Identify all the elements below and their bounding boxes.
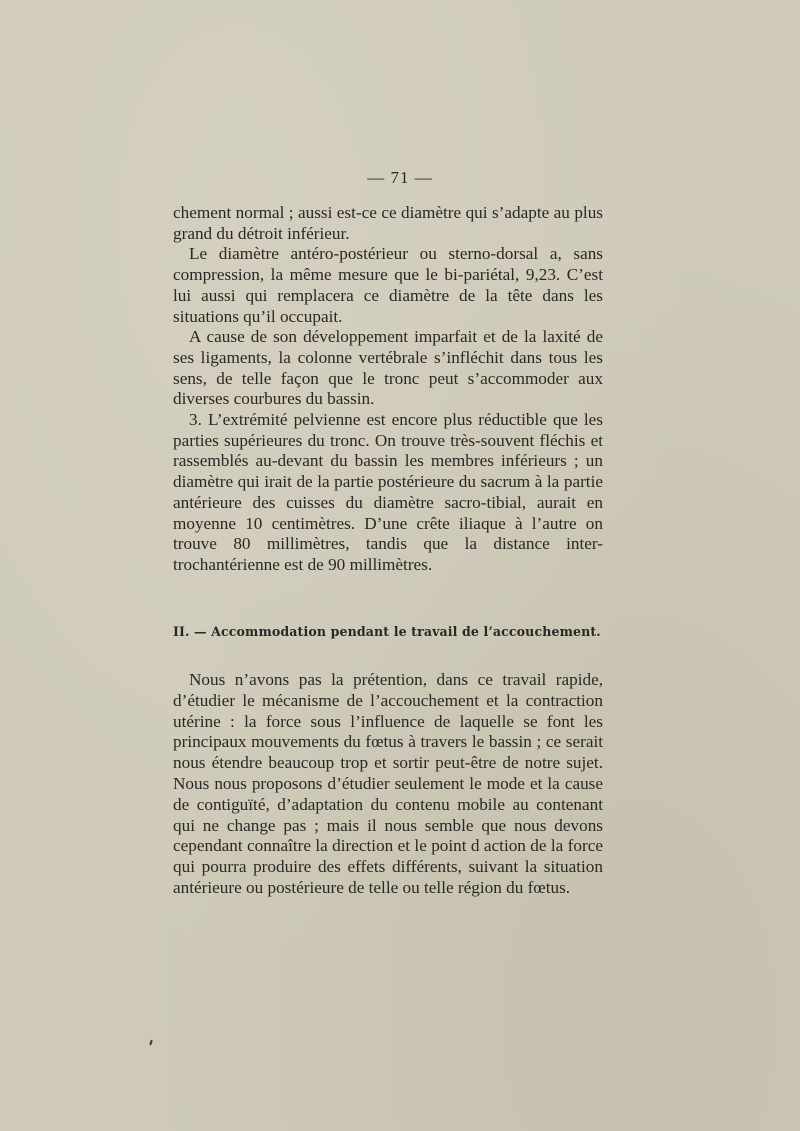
page-number: — 71 — (367, 168, 433, 187)
paragraph-continuation: chement normal ; aussi est-ce ce diamètre qui s’adapte au plus grand du détroit inférieur. (173, 203, 603, 243)
body-text-after-section (173, 670, 603, 899)
section-heading: II. — Accommodation pendant le travail de l’accouchement. (173, 624, 601, 639)
paragraph: Le diamètre antéro-postérieur ou sterno-dorsal a, sans compression, la même mesure que le bi-pariétal, 9,23. C’est lui aussi qui remplacera ce diamètre de la tête dans les situations qu’il occupait. (173, 244, 603, 326)
paragraph: Nous n’avons pas la prétention, dans ce travail rapide, d’étudier le mécanisme de l’accouchement et la contraction utérine : la force sous l’influence de laquelle se font les principaux mouvements du fœtus à travers le bassin ; ce serait nous étendre beaucoup trop et sortir peut-être de notre sujet. Nous nous proposons d’étudier seulement le mode et la cause de contiguïté, d’adaptation du contenu mobile au contenant qui ne change pas ; mais il nous semble que nous devons cependant connaître la direction et le point d action de la force qui pourra produire des effets différents, suivant la situation antérieure ou postérieure de telle ou telle région du fœtus. (173, 670, 603, 897)
paragraph: 3. L’extrémité pelvienne est encore plus réductible que les parties supérieures du tronc. On trouve très-souvent fléchis et rassemblés au-devant du bassin les membres inférieurs ; un diamètre qui irait de la partie postérieure du sacrum à la partie antérieure des cuisses du diamètre sacro-tibial, aurait en moyenne 10 centimètres. D’une crête iliaque à l’autre on trouve 80 millimètres, tandis que la distance inter-trochantérienne est de 90 millimètres. (173, 410, 603, 574)
paper-speck (149, 1040, 153, 1045)
body-text-before-section (173, 203, 603, 576)
paragraph: A cause de son développement imparfait et de la laxité de ses ligaments, la colonne vertébrale s’infléchit dans tous les sens, de telle façon que le tronc peut s’accommoder aux diverses courbures du bassin. (173, 327, 603, 409)
